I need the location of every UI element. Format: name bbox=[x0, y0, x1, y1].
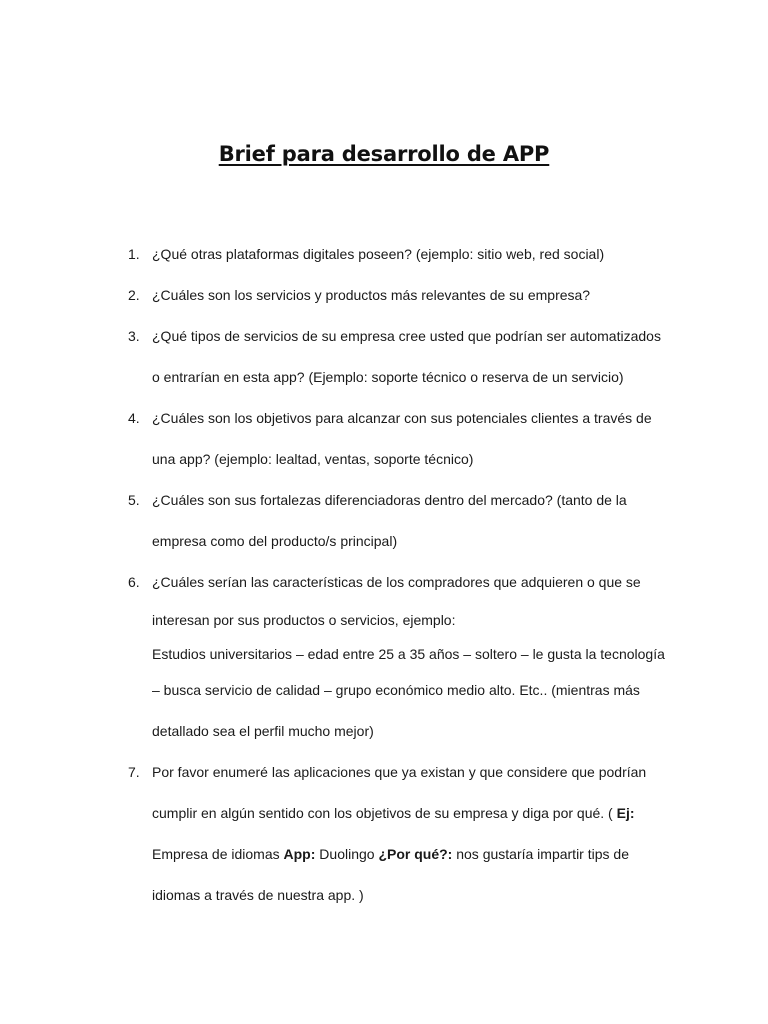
question-text: Estudios universitarios – edad entre 25 a 35 años – soltero – le gusta la tecnología bbox=[152, 646, 665, 662]
question-text: – busca servicio de calidad – grupo económico medio alto. Etc.. (mientras más bbox=[152, 682, 640, 698]
question-number: 2. bbox=[128, 287, 140, 303]
document-title: Brief para desarrollo de APP bbox=[218, 142, 550, 166]
question-text-segment: Empresa de idiomas bbox=[152, 846, 284, 862]
question-text-segment: Duolingo bbox=[315, 846, 379, 862]
question-text-line bbox=[152, 793, 768, 834]
example-label: Ej: bbox=[616, 805, 635, 821]
question-text: o entrarían en esta app? (Ejemplo: soporte técnico o reserva de un servicio) bbox=[152, 369, 624, 385]
why-label: ¿Por qué?: bbox=[378, 846, 453, 862]
question-number: 7. bbox=[128, 764, 140, 780]
question-number: 4. bbox=[128, 410, 140, 426]
question-text: ¿Cuáles son sus fortalezas diferenciadoras dentro del mercado? (tanto de la bbox=[152, 492, 627, 508]
question-text-segment: cumplir en algún sentido con los objetivos de su empresa y diga por qué. ( bbox=[152, 805, 617, 821]
question-number: 5. bbox=[128, 492, 140, 508]
question-text: Por favor enumeré las aplicaciones que ya existan y que considere que podrían bbox=[152, 764, 647, 780]
question-text: ¿Qué otras plataformas digitales poseen? (ejemplo: sitio web, red social) bbox=[152, 246, 605, 262]
question-text: interesan por sus productos o servicios, ejemplo: bbox=[152, 612, 456, 628]
question-text: ¿Cuáles son los servicios y productos más relevantes de su empresa? bbox=[152, 287, 591, 303]
question-item-6 bbox=[0, 562, 768, 752]
question-item-7 bbox=[0, 752, 768, 916]
app-label: App: bbox=[283, 846, 316, 862]
question-text: empresa como del producto/s principal) bbox=[152, 533, 398, 549]
question-list bbox=[0, 234, 768, 916]
question-number: 6. bbox=[128, 574, 140, 590]
question-item-5 bbox=[0, 480, 768, 562]
question-item-2 bbox=[0, 275, 768, 316]
question-number: 3. bbox=[128, 328, 140, 344]
question-item-3 bbox=[0, 316, 768, 398]
question-text-segment: nos gustaría impartir tips de bbox=[452, 846, 629, 862]
question-text: ¿Cuáles serían las características de los compradores que adquieren o que se bbox=[152, 574, 641, 590]
question-item-1 bbox=[0, 234, 768, 275]
question-number: 1. bbox=[128, 246, 140, 262]
question-text-line bbox=[152, 834, 768, 875]
question-text: ¿Cuáles son los objetivos para alcanzar con sus potenciales clientes a través de bbox=[152, 410, 652, 426]
question-text: idiomas a través de nuestra app. ) bbox=[152, 887, 364, 903]
question-text: detallado sea el perfil mucho mejor) bbox=[152, 723, 374, 739]
question-item-4 bbox=[0, 398, 768, 480]
question-text: ¿Qué tipos de servicios de su empresa cree usted que podrían ser automatizados bbox=[152, 328, 661, 344]
question-text: una app? (ejemplo: lealtad, ventas, soporte técnico) bbox=[152, 451, 474, 467]
